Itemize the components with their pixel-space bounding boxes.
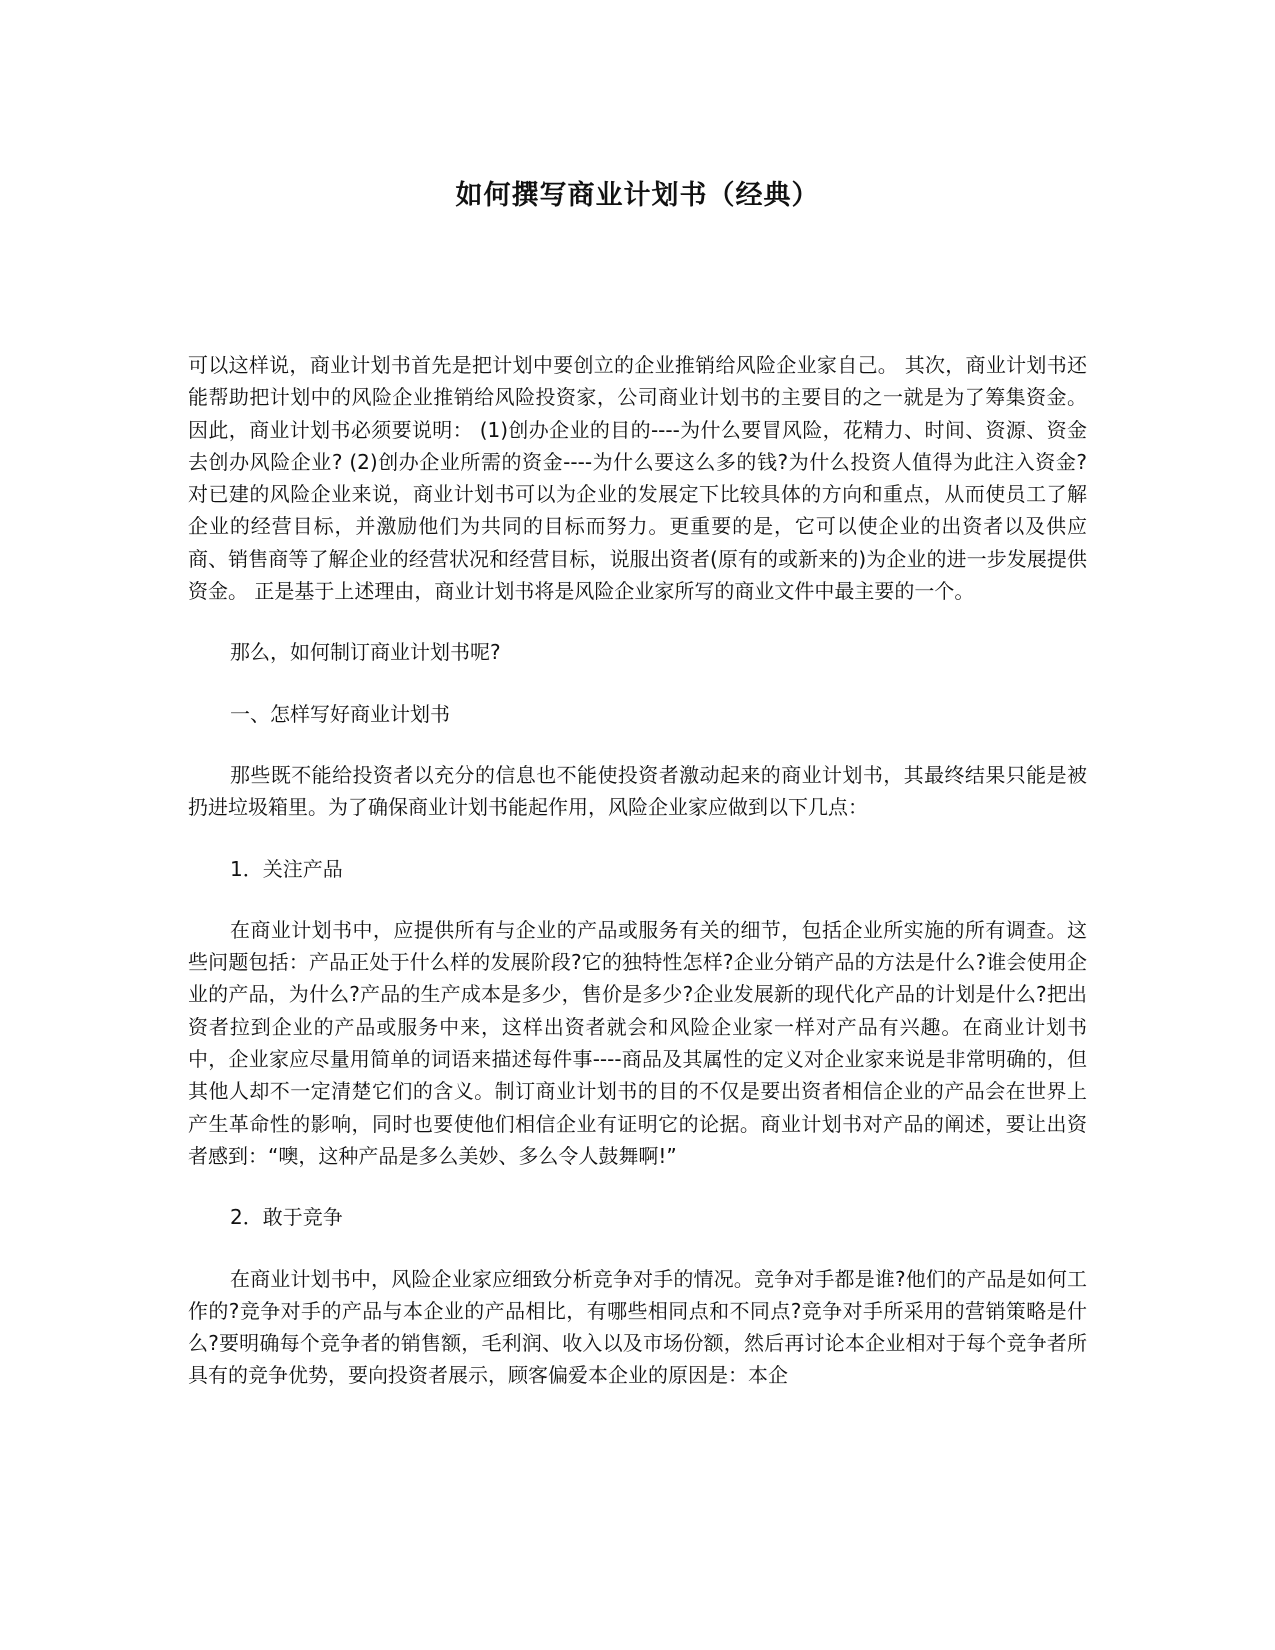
section-intro-paragraph: 那些既不能给投资者以充分的信息也不能使投资者激动起来的商业计划书，其最终结果只能是被扔进垃圾箱里。为了确保商业计划书能起作用，风险企业家应做到以下几点： bbox=[188, 762, 1087, 820]
subheading-competition: 2．敢于竞争 bbox=[230, 1205, 343, 1230]
competition-paragraph: 在商业计划书中，风险企业家应细致分析竞争对手的情况。竞争对手都是谁?他们的产品是如何工作的?竞争对手的产品与本企业的产品相比，有哪些相同点和不同点?竞争对手所采用的营销策略是什么?要明确每个竞争者的销售额，毛利润、收入以及市场份额，然后再讨论本企业相对于每个竞争者所具有的竞争优势，要向投资者展示，顾客偏爱本企业的原因是：本企 bbox=[188, 1266, 1087, 1388]
section-heading: 一、怎样写好商业计划书 bbox=[230, 701, 450, 726]
product-paragraph: 在商业计划书中，应提供所有与企业的产品或服务有关的细节，包括企业所实施的所有调查。这些问题包括：产品正处于什么样的发展阶段?它的独特性怎样?企业分销产品的方法是什么?谁会使用企业的产品，为什么?产品的生产成本是多少，售价是多少?企业发展新的现代化产品的计划是什么?把出资者拉到企业的产品或服务中来，这样出资者就会和风险企业家一样对产品有兴趣。在商业计划书中，企业家应尽量用简单的词语来描述每件事----商品及其属性的定义对企业家来说是非常明确的，但其他人却不一定清楚它们的含义。制订商业计划书的目的不仅是要出资者相信企业的产品会在世界上产生革命性的影响，同时也要使他们相信企业有证明它的论据。商业计划书对产品的阐述，要让出资者感到：“噢，这种产品是多么美妙、多么令人鼓舞啊!” bbox=[188, 917, 1087, 1168]
intro-paragraph: 可以这样说，商业计划书首先是把计划中要创立的企业推销给风险企业家自己。 其次，商业计划书还能帮助把计划中的风险企业推销给风险投资家，公司商业计划书的主要目的之一就是为了筹集资金。因此，商业计划书必须要说明： (1)创办企业的目的----为什么要冒风险，花精力、时间、资源、资金去创办风险企业? (2)创办企业所需的资金----为什么要这么多的钱?为什么投资人值得为此注入资金? 对已建的风险企业来说，商业计划书可以为企业的发展定下比较具体的方向和重点，从而使员工了解企业的经营目标，并激励他们为共同的目标而努力。更重要的是，它可以使企业的出资者以及供应商、销售商等了解企业的经营状况和经营目标，说服出资者(原有的或新来的)为企业的进一步发展提供资金。 正是基于上述理由，商业计划书将是风险企业家所写的商业文件中最主要的一个。 bbox=[188, 353, 1087, 604]
question-paragraph: 那么，如何制订商业计划书呢? bbox=[230, 640, 501, 665]
document-body bbox=[188, 349, 1087, 1392]
subheading-product: 1．关注产品 bbox=[230, 856, 343, 881]
document-title: 如何撰写商业计划书（经典） bbox=[455, 180, 820, 211]
